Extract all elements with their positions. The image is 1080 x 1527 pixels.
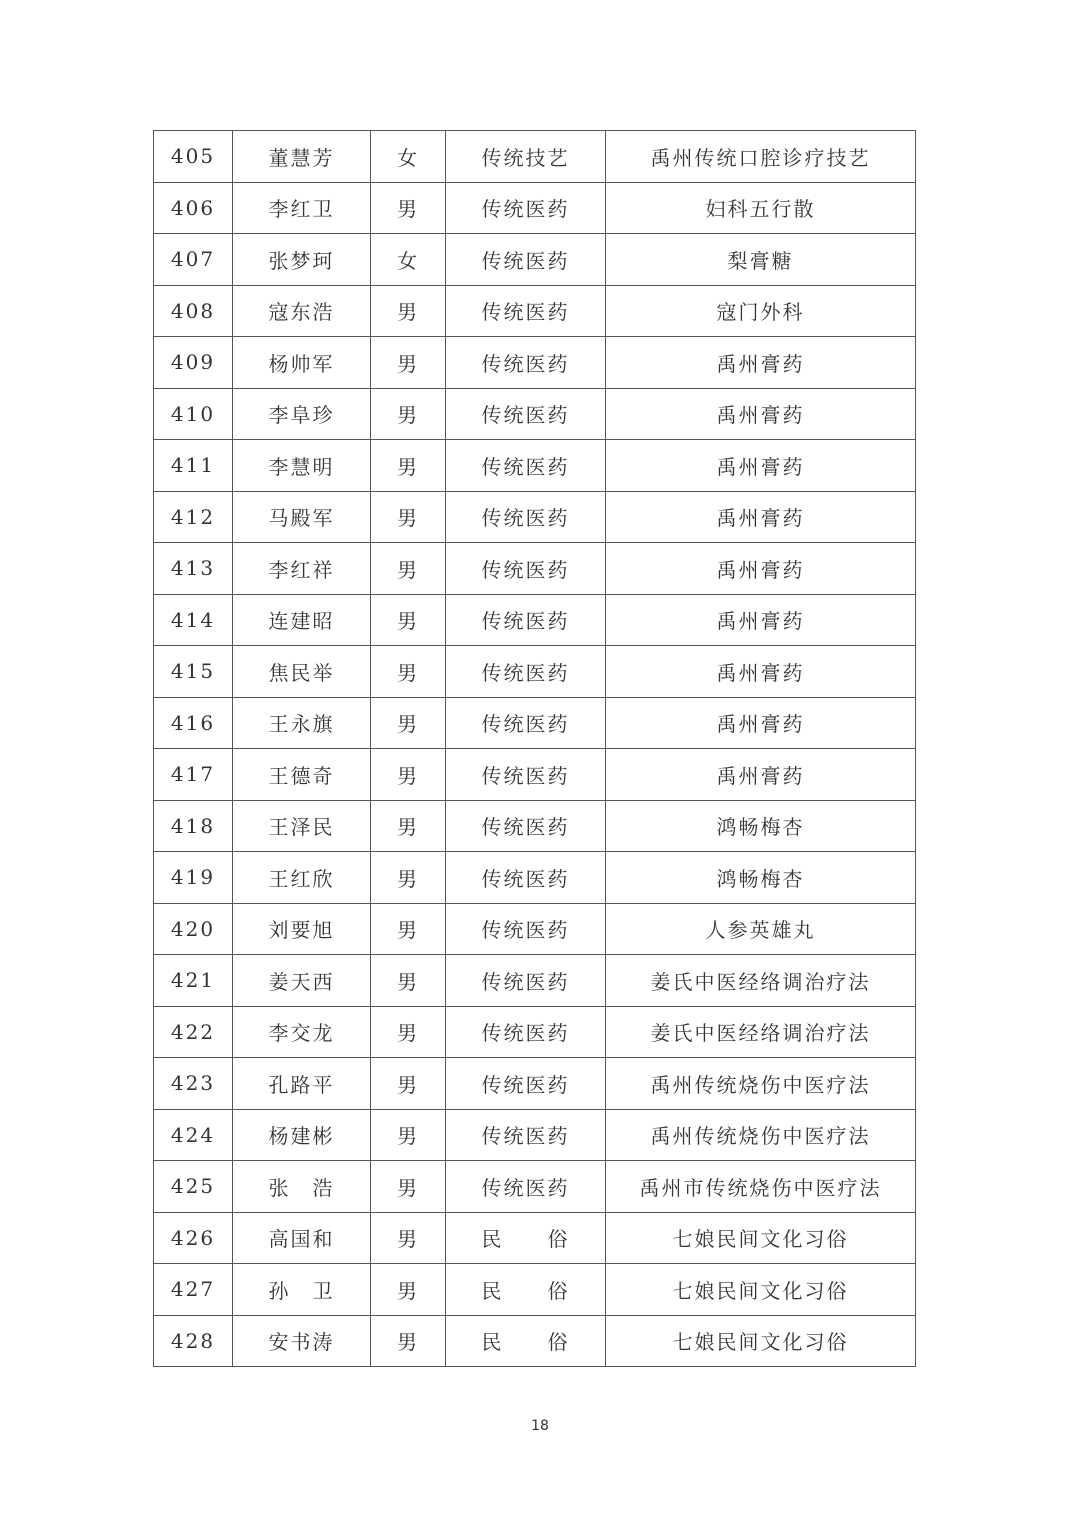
cell-row-number: 405 bbox=[154, 131, 233, 183]
cell-project-name: 禹州膏药 bbox=[606, 697, 916, 749]
cell-gender: 男 bbox=[371, 543, 446, 595]
cell-project-name: 七娘民间文化习俗 bbox=[606, 1264, 916, 1316]
table-row bbox=[154, 1161, 916, 1213]
cell-person-name: 焦民举 bbox=[233, 646, 371, 698]
cell-gender: 男 bbox=[371, 594, 446, 646]
cell-person-name: 孙 卫 bbox=[233, 1264, 371, 1316]
cell-row-number: 406 bbox=[154, 182, 233, 234]
cell-gender: 男 bbox=[371, 1109, 446, 1161]
cell-project-name: 禹州膏药 bbox=[606, 491, 916, 543]
cell-row-number: 417 bbox=[154, 749, 233, 801]
cell-category: 传统医药 bbox=[446, 903, 606, 955]
cell-gender: 男 bbox=[371, 182, 446, 234]
table-row bbox=[154, 1264, 916, 1316]
table-row bbox=[154, 1006, 916, 1058]
table-row bbox=[154, 594, 916, 646]
table-row bbox=[154, 955, 916, 1007]
cell-category: 传统医药 bbox=[446, 440, 606, 492]
cell-project-name: 禹州膏药 bbox=[606, 337, 916, 389]
table-row bbox=[154, 852, 916, 904]
cell-row-number: 425 bbox=[154, 1161, 233, 1213]
cell-category: 民 俗 bbox=[446, 1264, 606, 1316]
cell-category: 传统医药 bbox=[446, 852, 606, 904]
cell-project-name: 禹州膏药 bbox=[606, 749, 916, 801]
cell-project-name: 妇科五行散 bbox=[606, 182, 916, 234]
cell-row-number: 424 bbox=[154, 1109, 233, 1161]
cell-gender: 男 bbox=[371, 1058, 446, 1110]
cell-person-name: 姜天西 bbox=[233, 955, 371, 1007]
cell-project-name: 禹州膏药 bbox=[606, 440, 916, 492]
cell-category: 民 俗 bbox=[446, 1212, 606, 1264]
table-row bbox=[154, 131, 916, 183]
cell-person-name: 李红卫 bbox=[233, 182, 371, 234]
table-row bbox=[154, 1212, 916, 1264]
cell-row-number: 428 bbox=[154, 1315, 233, 1367]
table-row bbox=[154, 182, 916, 234]
cell-gender: 男 bbox=[371, 749, 446, 801]
cell-gender: 男 bbox=[371, 955, 446, 1007]
table-row bbox=[154, 749, 916, 801]
cell-gender: 男 bbox=[371, 1264, 446, 1316]
cell-person-name: 王德奇 bbox=[233, 749, 371, 801]
cell-category: 传统医药 bbox=[446, 1109, 606, 1161]
cell-person-name: 李红祥 bbox=[233, 543, 371, 595]
cell-gender: 男 bbox=[371, 800, 446, 852]
cell-person-name: 杨帅军 bbox=[233, 337, 371, 389]
cell-row-number: 416 bbox=[154, 697, 233, 749]
cell-row-number: 413 bbox=[154, 543, 233, 595]
cell-gender: 女 bbox=[371, 131, 446, 183]
table-body bbox=[154, 131, 916, 1367]
cell-gender: 男 bbox=[371, 388, 446, 440]
cell-person-name: 董慧芳 bbox=[233, 131, 371, 183]
table-row bbox=[154, 697, 916, 749]
cell-person-name: 马殿军 bbox=[233, 491, 371, 543]
cell-row-number: 421 bbox=[154, 955, 233, 1007]
cell-category: 传统医药 bbox=[446, 1161, 606, 1213]
cell-project-name: 鸿畅梅杏 bbox=[606, 800, 916, 852]
table-row bbox=[154, 1315, 916, 1367]
table-row bbox=[154, 491, 916, 543]
page-number: 18 bbox=[531, 1418, 549, 1434]
cell-person-name: 李交龙 bbox=[233, 1006, 371, 1058]
table-row bbox=[154, 800, 916, 852]
cell-project-name: 寇门外科 bbox=[606, 285, 916, 337]
cell-project-name: 七娘民间文化习俗 bbox=[606, 1315, 916, 1367]
table-row bbox=[154, 903, 916, 955]
cell-row-number: 422 bbox=[154, 1006, 233, 1058]
cell-gender: 男 bbox=[371, 1161, 446, 1213]
cell-person-name: 安书涛 bbox=[233, 1315, 371, 1367]
cell-person-name: 李慧明 bbox=[233, 440, 371, 492]
cell-row-number: 427 bbox=[154, 1264, 233, 1316]
cell-gender: 男 bbox=[371, 1315, 446, 1367]
cell-category: 传统医药 bbox=[446, 1006, 606, 1058]
cell-project-name: 禹州传统烧伤中医疗法 bbox=[606, 1058, 916, 1110]
cell-person-name: 高国和 bbox=[233, 1212, 371, 1264]
cell-person-name: 王红欣 bbox=[233, 852, 371, 904]
inheritor-table bbox=[153, 130, 916, 1367]
cell-project-name: 姜氏中医经络调治疗法 bbox=[606, 1006, 916, 1058]
cell-row-number: 415 bbox=[154, 646, 233, 698]
cell-category: 民 俗 bbox=[446, 1315, 606, 1367]
cell-row-number: 414 bbox=[154, 594, 233, 646]
cell-project-name: 禹州膏药 bbox=[606, 594, 916, 646]
cell-gender: 男 bbox=[371, 285, 446, 337]
cell-project-name: 禹州膏药 bbox=[606, 388, 916, 440]
table-row bbox=[154, 440, 916, 492]
cell-person-name: 刘要旭 bbox=[233, 903, 371, 955]
cell-row-number: 426 bbox=[154, 1212, 233, 1264]
table-row bbox=[154, 337, 916, 389]
cell-category: 传统医药 bbox=[446, 749, 606, 801]
table-row bbox=[154, 543, 916, 595]
table-row bbox=[154, 1058, 916, 1110]
cell-person-name: 王永旗 bbox=[233, 697, 371, 749]
cell-person-name: 张 浩 bbox=[233, 1161, 371, 1213]
cell-project-name: 姜氏中医经络调治疗法 bbox=[606, 955, 916, 1007]
cell-row-number: 411 bbox=[154, 440, 233, 492]
cell-gender: 男 bbox=[371, 697, 446, 749]
table-row bbox=[154, 285, 916, 337]
cell-row-number: 423 bbox=[154, 1058, 233, 1110]
cell-project-name: 禹州传统烧伤中医疗法 bbox=[606, 1109, 916, 1161]
cell-gender: 男 bbox=[371, 337, 446, 389]
cell-person-name: 寇东浩 bbox=[233, 285, 371, 337]
cell-gender: 男 bbox=[371, 852, 446, 904]
table-row bbox=[154, 234, 916, 286]
cell-person-name: 杨建彬 bbox=[233, 1109, 371, 1161]
cell-gender: 男 bbox=[371, 440, 446, 492]
cell-gender: 男 bbox=[371, 903, 446, 955]
cell-category: 传统医药 bbox=[446, 697, 606, 749]
cell-row-number: 407 bbox=[154, 234, 233, 286]
cell-gender: 女 bbox=[371, 234, 446, 286]
cell-category: 传统医药 bbox=[446, 234, 606, 286]
table-row bbox=[154, 646, 916, 698]
cell-category: 传统医药 bbox=[446, 543, 606, 595]
cell-category: 传统医药 bbox=[446, 491, 606, 543]
cell-person-name: 连建昭 bbox=[233, 594, 371, 646]
cell-gender: 男 bbox=[371, 646, 446, 698]
cell-row-number: 420 bbox=[154, 903, 233, 955]
cell-category: 传统医药 bbox=[446, 955, 606, 1007]
cell-row-number: 412 bbox=[154, 491, 233, 543]
cell-project-name: 禹州膏药 bbox=[606, 543, 916, 595]
cell-person-name: 李阜珍 bbox=[233, 388, 371, 440]
table-row bbox=[154, 1109, 916, 1161]
cell-gender: 男 bbox=[371, 491, 446, 543]
cell-category: 传统医药 bbox=[446, 388, 606, 440]
table-row bbox=[154, 388, 916, 440]
cell-person-name: 王泽民 bbox=[233, 800, 371, 852]
cell-project-name: 禹州市传统烧伤中医疗法 bbox=[606, 1161, 916, 1213]
cell-gender: 男 bbox=[371, 1212, 446, 1264]
cell-row-number: 419 bbox=[154, 852, 233, 904]
cell-gender: 男 bbox=[371, 1006, 446, 1058]
cell-category: 传统医药 bbox=[446, 182, 606, 234]
cell-person-name: 孔路平 bbox=[233, 1058, 371, 1110]
cell-row-number: 418 bbox=[154, 800, 233, 852]
cell-category: 传统医药 bbox=[446, 594, 606, 646]
cell-person-name: 张梦珂 bbox=[233, 234, 371, 286]
cell-row-number: 408 bbox=[154, 285, 233, 337]
cell-project-name: 七娘民间文化习俗 bbox=[606, 1212, 916, 1264]
cell-category: 传统医药 bbox=[446, 646, 606, 698]
cell-category: 传统医药 bbox=[446, 285, 606, 337]
cell-project-name: 禹州膏药 bbox=[606, 646, 916, 698]
cell-project-name: 禹州传统口腔诊疗技艺 bbox=[606, 131, 916, 183]
cell-category: 传统医药 bbox=[446, 1058, 606, 1110]
cell-category: 传统技艺 bbox=[446, 131, 606, 183]
cell-project-name: 鸿畅梅杏 bbox=[606, 852, 916, 904]
cell-row-number: 410 bbox=[154, 388, 233, 440]
cell-project-name: 梨膏糖 bbox=[606, 234, 916, 286]
cell-category: 传统医药 bbox=[446, 800, 606, 852]
cell-category: 传统医药 bbox=[446, 337, 606, 389]
cell-project-name: 人参英雄丸 bbox=[606, 903, 916, 955]
cell-row-number: 409 bbox=[154, 337, 233, 389]
